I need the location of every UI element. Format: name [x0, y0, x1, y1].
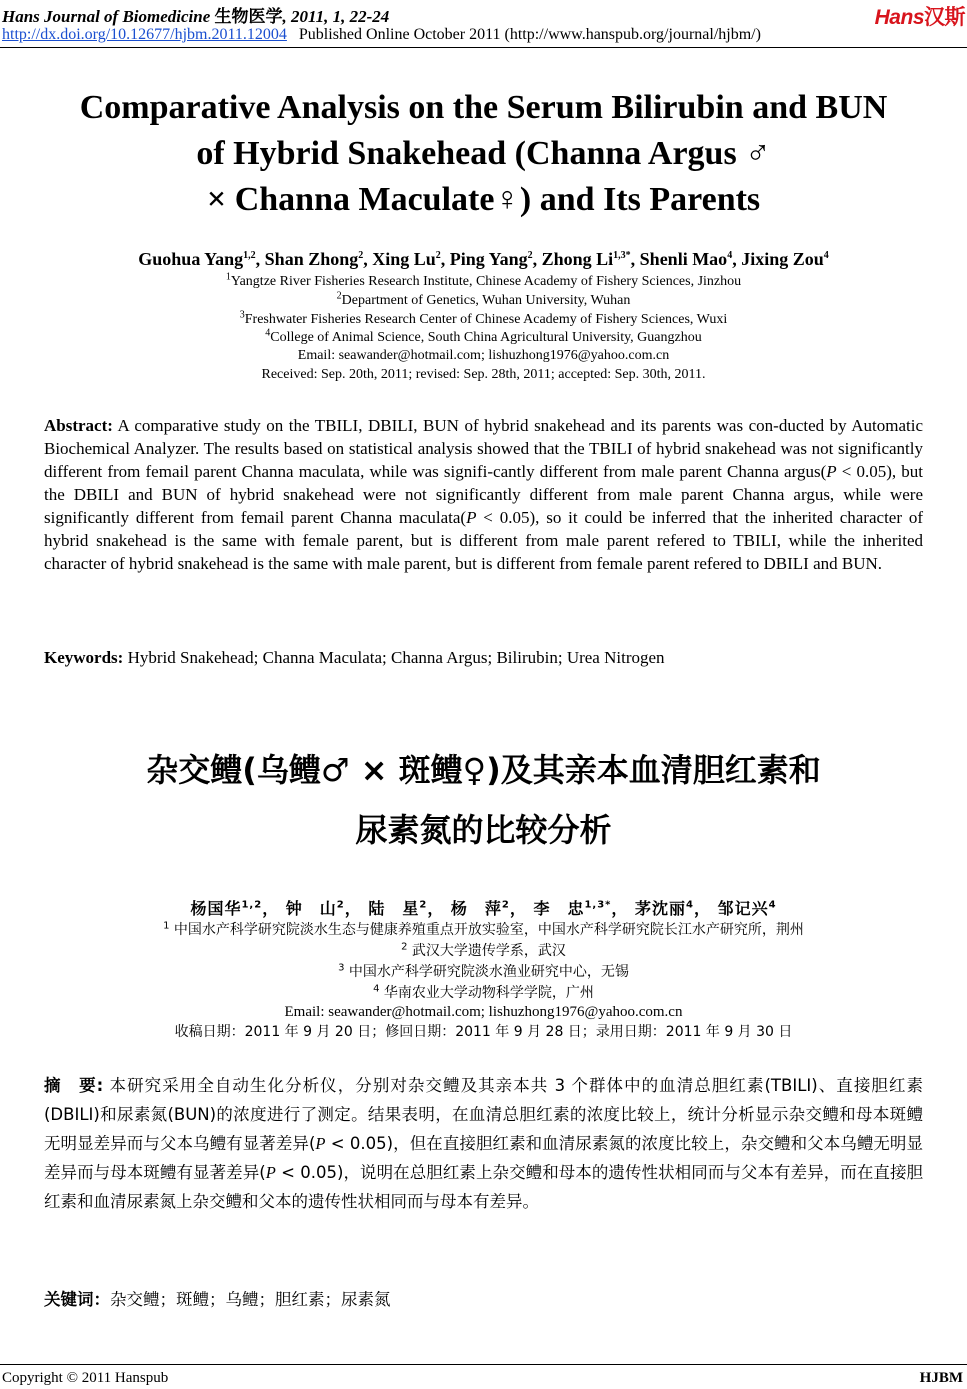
- author-name: 杨 萍: [450, 899, 502, 918]
- chinese-title-line-2: 尿素氮的比较分析: [355, 811, 612, 849]
- author-affiliation-sup: 1,3*: [613, 250, 631, 261]
- author: [138, 249, 255, 269]
- author: [286, 899, 345, 918]
- chinese-dates: 收稿日期：2011 年 9 月 20 日；修回日期：2011 年 9 月 28 日；录用日期：2011 年 9 月 30 日: [174, 1024, 793, 1040]
- author: [368, 899, 427, 918]
- chinese-email: Email: seawander@hotmail.com; lishuzhong1976@yahoo.com.cn: [284, 1004, 683, 1020]
- author-name: 李 忠: [533, 899, 585, 918]
- author: [640, 249, 733, 269]
- author-name: Zhong Li: [541, 249, 614, 269]
- affiliation-text: Department of Genetics, Wuhan University, Wuhan: [341, 293, 631, 308]
- author: [542, 249, 631, 269]
- journal-issue: , 2011, 1, 22-24: [282, 7, 390, 26]
- author-name: Ping Yang: [449, 249, 528, 269]
- affiliation-text: 中国水产科学研究院淡水生态与健康养殖重点开放实验室，中国水产科学研究院长江水产研究所，荆州: [173, 922, 804, 938]
- author-affiliation-sup: 4: [823, 250, 829, 261]
- chinese-abstract-text-3: < 0.05)，说明在总胆红素上杂交鳢和母本的遗传性状相同而与父本有差异，而在直接胆红素和血清尿素氮上杂交鳢和父本的遗传性状相同而与母本有差异。: [44, 1163, 923, 1211]
- author-name: Jixing Zou: [741, 249, 824, 269]
- author-affiliation-sup: 4: [768, 899, 777, 911]
- english-affiliation-1: [0, 272, 967, 291]
- chinese-title-line-1: 杂交鳢(乌鳢♂ × 斑鳢♀)及其亲本血清胆红素和: [146, 751, 821, 789]
- keywords-text: Hybrid Snakehead; Channa Maculata; Channa Argus; Bilirubin; Urea Nitrogen: [123, 648, 665, 667]
- english-title-line-1: Comparative Analysis on the Serum Bilirubin and BUN: [79, 89, 888, 126]
- english-title-line-2: of Hybrid Snakehead (Channa Argus ♂: [196, 135, 771, 172]
- english-abstract: [44, 414, 923, 575]
- author: [635, 899, 694, 918]
- journal-name-cn: 生物医学: [214, 7, 283, 26]
- header-divider: [0, 47, 967, 48]
- keywords-label: Keywords:: [44, 648, 124, 667]
- published-line: Published Online October 2011 (http://www.hanspub.org/journal/hjbm/): [298, 26, 761, 43]
- english-authors: Guohua Yang$^{1,2}$, Shan Zhong$^2$, Xing Lu$^2$, Ping Yang$^2$, Zhong $Li^{1,3*}$, Shenli Mao$^4$, Jixing Zou$^4$: [138, 249, 829, 269]
- author: [741, 249, 829, 269]
- hans-logo: [875, 1, 965, 31]
- chinese-affiliation-3: [0, 962, 967, 982]
- abstract-text-3: < 0.05), so it could be inferred that the inherited character of hybrid snakehead is the same with female parent, but is different from male parent refered to TBILI, while the inherited character of hybrid snakehead is the same with male parent, but is different from female parent refered to DBILI and BUN.: [44, 508, 923, 573]
- english-dates: Received: Sep. 20th, 2011; revised: Sep. 28th, 2011; accepted: Sep. 30th, 2011.: [261, 367, 706, 382]
- affiliation-sup: 3: [338, 962, 345, 974]
- author: [451, 899, 510, 918]
- author-affiliation-sup: 2: [501, 899, 510, 911]
- chinese-authors: 杨国华$^{1,2}$， 钟 山$^2$， 陆 星$^2$， 杨 萍$^2$， 李 忠$^{1,3*}$， 茅沈丽$^4$， 邹记兴$^4$: [190, 899, 777, 918]
- english-affiliation-4: [0, 328, 967, 347]
- affiliation-sup: 1: [225, 271, 231, 283]
- author-name: Xing Lu: [372, 249, 436, 269]
- english-keywords: [44, 646, 923, 669]
- footer-copyright: Copyright © 2011 Hanspub: [2, 1370, 169, 1386]
- affiliation-text: 武汉大学遗传学系，武汉: [411, 943, 566, 959]
- affiliation-text: Yangtze River Fisheries Research Institute, Chinese Academy of Fishery Sciences, Jinzhou: [230, 274, 742, 289]
- affiliation-sup: 4: [265, 327, 271, 339]
- p-symbol: P: [826, 462, 837, 481]
- affiliation-sup: 2: [401, 941, 408, 953]
- logo-text-en: Hans: [874, 6, 924, 29]
- chinese-keywords-label: 关键词：: [44, 1290, 110, 1309]
- author-name: 陆 星: [368, 899, 420, 918]
- journal-header: [2, 2, 389, 27]
- author-affiliation-sup: 1,2: [243, 250, 256, 261]
- author-name: Shenli Mao: [639, 249, 728, 269]
- chinese-abstract-label: 摘 要:: [44, 1076, 104, 1095]
- author-name: Shan Zhong: [264, 249, 359, 269]
- logo-text-cn: 汉斯: [924, 6, 965, 29]
- author-affiliation-sup: 1,2: [241, 899, 263, 911]
- author-affiliation-sup: 2: [419, 899, 428, 911]
- author-affiliation-sup: 2: [527, 250, 533, 261]
- author-affiliation-sup: 4: [686, 899, 694, 911]
- author: [718, 899, 777, 918]
- affiliation-text: 华南农业大学动物科学学院，广州: [383, 985, 594, 1001]
- author-name: 杨国华: [190, 899, 242, 918]
- abstract-text-2: < 0.05), but the DBILI and BUN of hybrid snakehead were not significantly different from male parent Channa argus, while were significantly different from femail parent Channa maculata(: [44, 462, 923, 527]
- chinese-keywords: [44, 1285, 923, 1314]
- english-affiliation-2: [0, 291, 967, 310]
- p-symbol: P: [315, 1134, 326, 1153]
- author-name: Guohua Yang: [138, 249, 244, 269]
- english-title-line-3: × Channa Maculate♀) and Its Parents: [206, 181, 761, 218]
- author-name: 邹记兴: [717, 899, 769, 918]
- chinese-affiliation-4: [0, 983, 967, 1003]
- footer-divider: [0, 1364, 967, 1365]
- author-affiliation-sup: 2: [336, 899, 345, 911]
- author: [450, 249, 533, 269]
- author-affiliation-sup: 2: [358, 250, 364, 261]
- chinese-keywords-text: 杂交鳢；斑鳢；乌鳢；胆红素；尿素氮: [110, 1290, 391, 1309]
- affiliation-text: Freshwater Fisheries Research Center of Chinese Academy of Fishery Sciences, Wuxi: [244, 312, 728, 327]
- journal-name: Hans Journal of Biomedicine: [2, 7, 211, 26]
- doi-line: [2, 26, 761, 44]
- doi-link[interactable]: http://dx.doi.org/10.12677/hjbm.2011.12004: [2, 26, 287, 43]
- author: [372, 249, 441, 269]
- author-affiliation-sup: 4: [727, 250, 733, 261]
- affiliation-sup: 3: [239, 309, 245, 321]
- chinese-title: [0, 740, 967, 860]
- abstract-text-1: A comparative study on the TBILI, DBILI, BUN of hybrid snakehead and its parents was con-ducted by Automatic Biochemical Analyzer. The results based on statistical analysis showed that the TBILI of hybrid snakehead was not significantly different from femail parent Channa maculata, while was signifi-cantly different from male parent Channa argus(: [44, 416, 923, 481]
- chinese-abstract-text-2: < 0.05)，但在直接胆红素和血清尿素氮的浓度比较上，杂交鳢和父本乌鳢无明显差异而与母本斑鳢有显著差异(: [44, 1134, 923, 1182]
- english-title: [0, 85, 967, 223]
- english-email: Email: seawander@hotmail.com; lishuzhong1976@yahoo.com.cn: [297, 348, 670, 363]
- chinese-abstract-text-1: 本研究采用全自动生化分析仪，分别对杂交鳢及其亲本共 3 个群体中的血清总胆红素(TBILI)、直接胆红素(DBILI)和尿素氮(BUN)的浓度进行了测定。结果表明，在血清总胆红素的浓度比较上，统计分析显示杂交鳢和母本斑鳢无明显差异而与父本乌鳢有显著差异(: [44, 1076, 923, 1153]
- affiliation-text: 中国水产科学研究院淡水渔业研究中心，无锡: [348, 964, 629, 980]
- affiliation-sup: 4: [373, 983, 380, 995]
- english-affiliation-3: [0, 310, 967, 329]
- abstract-label: Abstract:: [44, 416, 113, 435]
- author-name: 茅沈丽: [635, 899, 687, 918]
- p-symbol: P: [466, 508, 477, 527]
- p-symbol: P: [265, 1163, 276, 1182]
- author-affiliation-sup: 1,3*: [584, 899, 612, 911]
- author-affiliation-sup: 2: [435, 250, 441, 261]
- author: [533, 899, 611, 918]
- author: [190, 899, 262, 918]
- author: [265, 249, 364, 269]
- chinese-affiliation-2: [0, 941, 967, 961]
- affiliation-text: College of Animal Science, South China Agricultural University, Guangzhou: [270, 330, 702, 345]
- chinese-abstract: [44, 1071, 923, 1216]
- chinese-affiliation-1: [0, 920, 967, 940]
- affiliation-sup: 2: [336, 290, 342, 302]
- author-name: 钟 山: [285, 899, 337, 918]
- footer-journal-code: HJBM: [919, 1370, 963, 1386]
- affiliation-sup: 1: [163, 920, 170, 932]
